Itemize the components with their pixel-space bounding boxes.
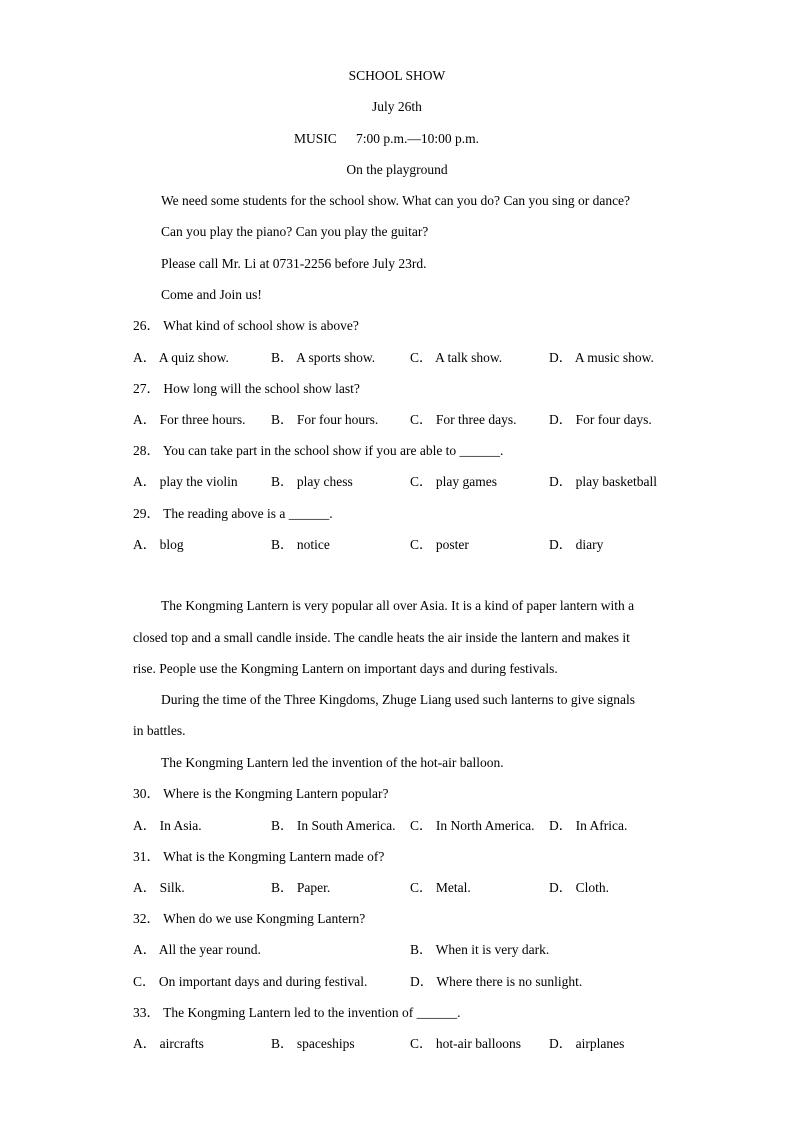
option-d: D． In Africa. bbox=[549, 818, 628, 833]
option-c: C． For three days. bbox=[410, 412, 517, 427]
option-d: D． diary bbox=[549, 537, 604, 552]
option-b: B． A sports show. bbox=[271, 350, 376, 365]
question-33: 33． The Kongming Lantern led to the invention of ______. bbox=[133, 1005, 461, 1020]
poster-line: Can you play the piano? Can you play the guitar? bbox=[161, 224, 429, 239]
option-a: A． A quiz show. bbox=[133, 350, 229, 365]
question-27: 27． How long will the school show last? bbox=[133, 381, 360, 396]
passage-line: The Kongming Lantern led the invention of the hot-air balloon. bbox=[161, 755, 504, 770]
option-a: A． play the violin bbox=[133, 474, 238, 489]
option-c: C． play games bbox=[410, 474, 497, 489]
poster-event: MUSIC bbox=[294, 131, 337, 146]
option-d: D． Where there is no sunlight. bbox=[410, 974, 583, 989]
option-c: C． In North America. bbox=[410, 818, 535, 833]
option-d: D． airplanes bbox=[549, 1036, 625, 1051]
option-b: B． Paper. bbox=[271, 880, 331, 895]
question-26: 26． What kind of school show is above? bbox=[133, 318, 359, 333]
passage-line: The Kongming Lantern is very popular all over Asia. It is a kind of paper lantern with a bbox=[161, 598, 635, 613]
poster-time: 7:00 p.m.—10:00 p.m. bbox=[356, 131, 480, 146]
option-a: A． For three hours. bbox=[133, 412, 246, 427]
question-30: 30． Where is the Kongming Lantern popular? bbox=[133, 786, 389, 801]
option-b: B． notice bbox=[271, 537, 330, 552]
poster-title: SCHOOL SHOW bbox=[348, 68, 446, 83]
question-28: 28． You can take part in the school show if you are able to ______. bbox=[133, 443, 504, 458]
option-d: D． A music show. bbox=[549, 350, 654, 365]
option-b: B． In South America. bbox=[271, 818, 396, 833]
question-29: 29． The reading above is a ______. bbox=[133, 506, 333, 521]
option-b: B． spaceships bbox=[271, 1036, 355, 1051]
option-d: D． For four days. bbox=[549, 412, 652, 427]
option-c: C． hot-air balloons bbox=[410, 1036, 521, 1051]
option-a: A． blog bbox=[133, 537, 184, 552]
option-b: B． play chess bbox=[271, 474, 353, 489]
poster-line: Please call Mr. Li at 0731-2256 before July 23rd. bbox=[161, 256, 427, 271]
option-a: A． All the year round. bbox=[133, 942, 261, 957]
option-c: C． poster bbox=[410, 537, 469, 552]
option-b: B． For four hours. bbox=[271, 412, 379, 427]
option-a: A． aircrafts bbox=[133, 1036, 204, 1051]
option-a: A． In Asia. bbox=[133, 818, 202, 833]
option-d: D． Cloth. bbox=[549, 880, 610, 895]
poster-line: We need some students for the school show. What can you do? Can you sing or dance? bbox=[161, 193, 631, 208]
option-c: C． On important days and during festival. bbox=[133, 974, 368, 989]
passage-line: During the time of the Three Kingdoms, Zhuge Liang used such lanterns to give signals bbox=[161, 692, 636, 707]
option-b: B． When it is very dark. bbox=[410, 942, 550, 957]
poster-line: Come and Join us! bbox=[161, 287, 262, 302]
question-31: 31． What is the Kongming Lantern made of? bbox=[133, 849, 385, 864]
option-d: D． play basketball bbox=[549, 474, 657, 489]
poster-date: July 26th bbox=[372, 99, 422, 114]
option-c: C． A talk show. bbox=[410, 350, 503, 365]
poster-place: On the playground bbox=[346, 162, 448, 177]
question-32: 32． When do we use Kongming Lantern? bbox=[133, 911, 366, 926]
option-c: C． Metal. bbox=[410, 880, 471, 895]
option-a: A． Silk. bbox=[133, 880, 185, 895]
passage-line: rise. People use the Kongming Lantern on important days and during festivals. bbox=[133, 661, 558, 676]
passage-line: in battles. bbox=[133, 723, 186, 738]
passage-line: closed top and a small candle inside. The candle heats the air inside the lantern and makes it bbox=[133, 630, 630, 645]
